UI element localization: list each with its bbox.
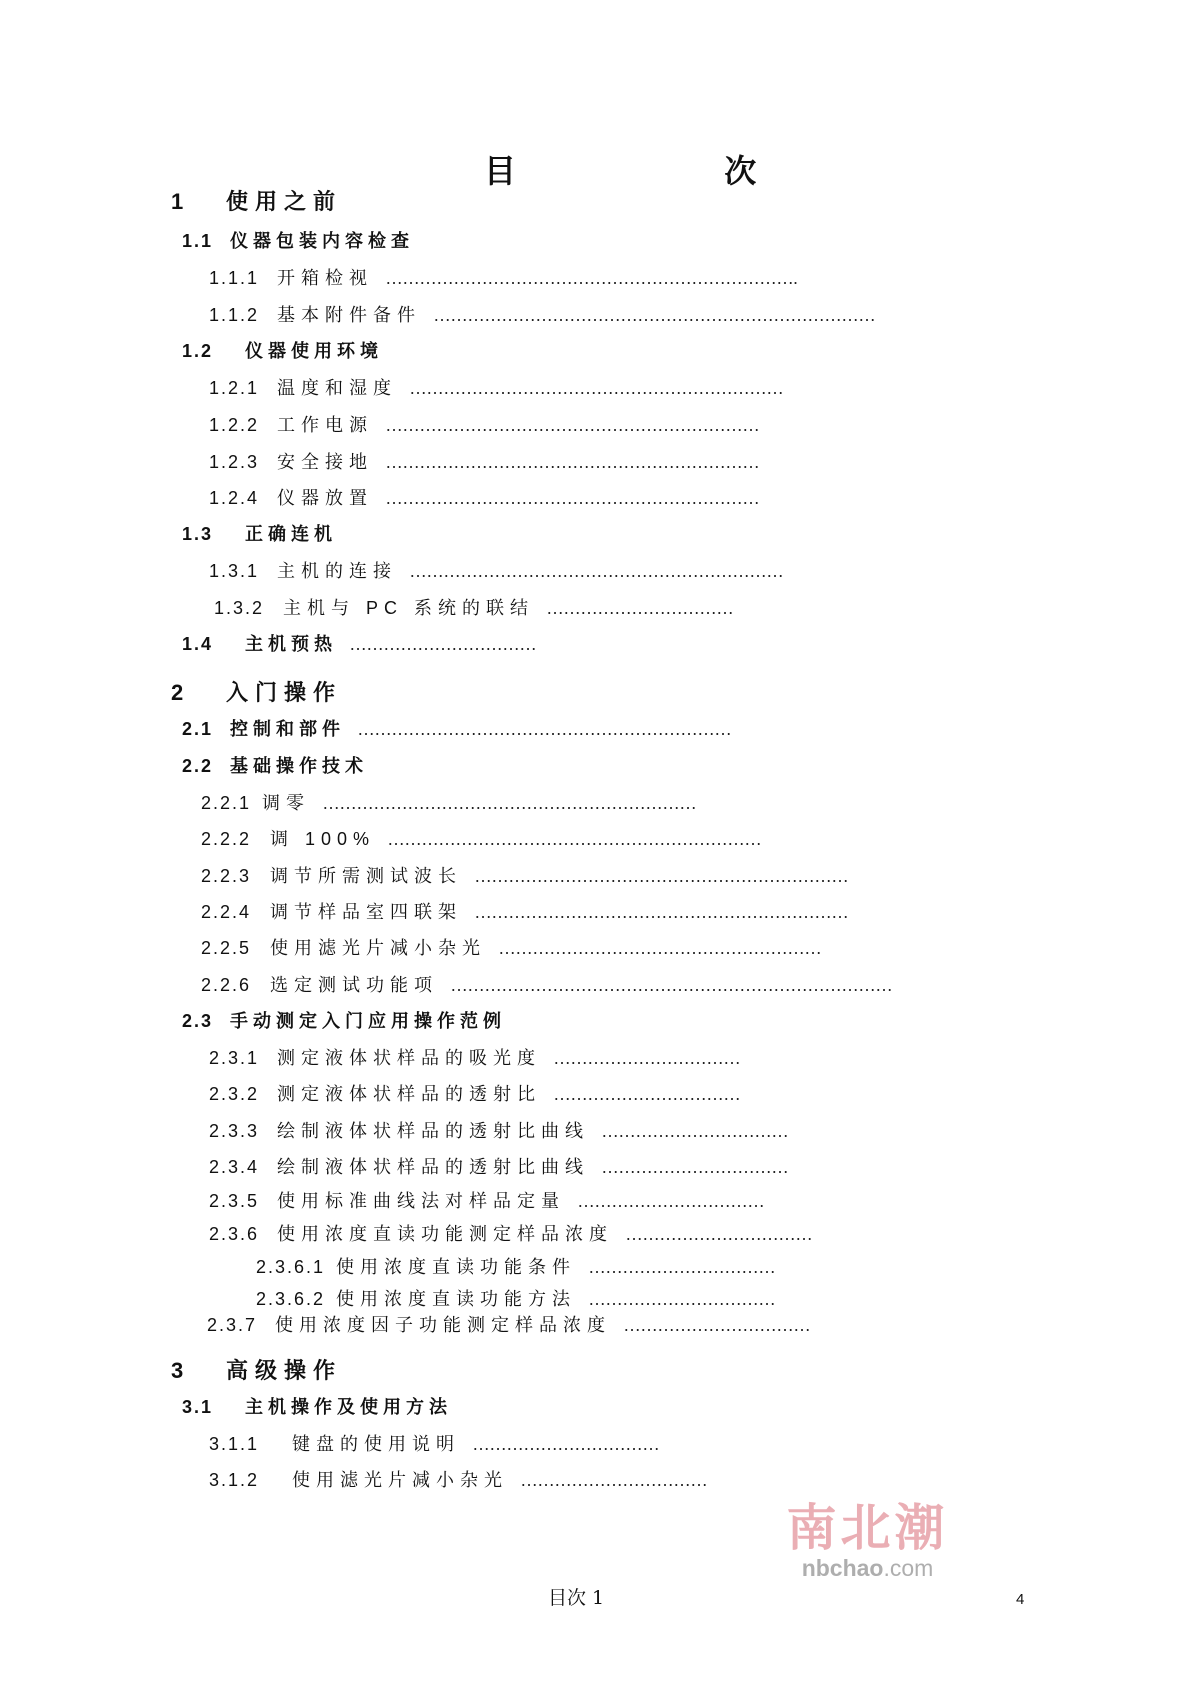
toc-entry[interactable]	[0, 1222, 812, 1246]
toc-entry-number: 2	[171, 680, 186, 705]
toc-dot-leader: …………………………………………………………	[474, 866, 848, 886]
toc-entry-number: 2.3.6.2	[256, 1289, 326, 1309]
toc-entry[interactable]	[0, 1255, 775, 1279]
toc-entry[interactable]	[0, 1395, 452, 1419]
toc-entry[interactable]	[0, 339, 383, 363]
toc-entry[interactable]	[0, 1082, 740, 1106]
watermark-en-rest: .com	[883, 1555, 934, 1581]
toc-entry-title: 高级操作	[226, 1358, 343, 1383]
toc-entry[interactable]	[0, 864, 848, 888]
toc-entry-number: 1.2.3	[209, 452, 260, 472]
toc-entry[interactable]	[0, 632, 536, 656]
toc-entry-title: 仪器使用环境	[245, 341, 383, 361]
toc-entry-title: 调零	[262, 793, 310, 813]
toc-dot-leader: ……………………………………………………………….	[385, 268, 798, 288]
toc-dot-leader: ……………………………	[546, 598, 734, 618]
toc-entry-title: 开箱检视	[277, 268, 373, 288]
toc-entry-number: 2.3.1	[209, 1048, 260, 1068]
toc-entry-number: 1.3.2	[214, 598, 265, 618]
toc-dot-leader: ……………………………	[601, 1157, 788, 1177]
toc-entry-number: 2.3.6	[209, 1224, 260, 1244]
toc-entry-title: 控制和部件	[230, 719, 345, 739]
toc-entry-title: 正确连机	[245, 524, 337, 544]
toc-entry-title: 基本附件备件	[277, 305, 421, 325]
toc-entry-number: 2.3.4	[209, 1157, 260, 1177]
toc-entry-title: 工作电源	[277, 415, 373, 435]
toc-entry-number: 2.2.3	[201, 866, 252, 886]
toc-entry-title: 使用标准曲线法对样品定量	[277, 1191, 565, 1211]
toc-entry-title: 仪器包装内容检查	[230, 231, 414, 251]
toc-entry-number: 1.3	[182, 524, 214, 544]
watermark-en	[780, 1556, 955, 1580]
toc-entry-title: 使用浓度直读功能方法	[336, 1289, 576, 1309]
toc-entry-number: 1.2	[182, 341, 214, 361]
toc-dot-leader: ……………………………	[472, 1434, 659, 1454]
toc-entry-title: 测定液体状样品的吸光度	[277, 1048, 541, 1068]
toc-entry[interactable]	[0, 229, 414, 253]
watermark-cn: 南北潮	[786, 1498, 949, 1557]
toc-entry[interactable]	[0, 1313, 810, 1337]
toc-entry-number: 2.3.2	[209, 1084, 260, 1104]
toc-entry-title: 温度和湿度	[277, 378, 397, 398]
toc-entry-number: 2.3.3	[209, 1121, 260, 1141]
toc-dot-leader: …………………………………………………………	[387, 829, 762, 849]
toc-entry-title: 安全接地	[277, 452, 373, 472]
toc-entry-number: 3.1.2	[209, 1470, 260, 1490]
toc-entry-title: 使用浓度直读功能条件	[336, 1257, 576, 1277]
toc-entry[interactable]	[0, 303, 875, 327]
toc-entry-number: 1.1.2	[209, 305, 260, 325]
toc-entry-number: 1.2.4	[209, 488, 260, 508]
toc-dot-leader: ……………………………	[623, 1315, 810, 1335]
toc-dot-leader: ……………………………	[349, 634, 536, 654]
toc-entry[interactable]	[0, 1046, 740, 1070]
toc-entry-title: 调节所需测试波长	[270, 866, 462, 886]
toc-dot-leader: …………………………………………………	[498, 938, 821, 958]
toc-entry[interactable]	[0, 1359, 342, 1383]
toc-entry[interactable]	[0, 450, 759, 474]
toc-entry[interactable]	[0, 413, 759, 437]
toc-entry-title: 主机操作及使用方法	[245, 1397, 452, 1417]
toc-entry-title: 使用滤光片减小杂光	[270, 938, 486, 958]
toc-entry-number: 2.2	[182, 756, 214, 776]
toc-dot-leader: ……………………………	[520, 1470, 707, 1490]
toc-entry-number: 2.2.5	[201, 938, 252, 958]
toc-entry[interactable]	[0, 559, 783, 583]
toc-entry[interactable]	[0, 1009, 506, 1033]
toc-entry-number: 1.2.2	[209, 415, 260, 435]
toc-entry-title: 使用之前	[226, 189, 343, 214]
toc-entry-number: 2.3.6.1	[256, 1257, 326, 1277]
toc-dot-leader: …………………………………………………………	[474, 902, 848, 922]
toc-entry-number: 2.2.4	[201, 902, 252, 922]
toc-dot-leader: ……………………………	[588, 1289, 775, 1309]
toc-entry[interactable]	[0, 1189, 764, 1213]
toc-entry-title: 键盘的使用说明	[292, 1434, 460, 1454]
toc-entry[interactable]	[0, 486, 759, 510]
toc-entry-title: 主机的连接	[277, 561, 397, 581]
toc-entry-number: 2.2.1	[201, 793, 252, 813]
toc-entry-number: 2.3	[182, 1011, 214, 1031]
toc-entry-number: 3	[171, 1358, 186, 1383]
toc-entry-title: 测定液体状样品的透射比	[277, 1084, 541, 1104]
toc-entry[interactable]	[0, 522, 337, 546]
toc-dot-leader: …………………………………………………………	[409, 561, 783, 581]
toc-entry[interactable]	[0, 754, 368, 778]
toc-entry-title: 基础操作技术	[230, 756, 368, 776]
toc-entry-number: 1.1	[182, 231, 214, 251]
toc-entry-title: 手动测定入门应用操作范例	[230, 1011, 506, 1031]
toc-entry-number: 2.3.7	[207, 1315, 258, 1335]
toc-entry-title: 入门操作	[226, 680, 343, 705]
toc-entry[interactable]	[0, 1155, 788, 1179]
toc-entry[interactable]	[0, 376, 783, 400]
toc-entry-number: 2.1	[182, 719, 214, 739]
toc-entry-title: 调 100%	[270, 829, 376, 849]
toc-entry-number: 3.1	[182, 1397, 214, 1417]
toc-entry-title: 绘制液体状样品的透射比曲线	[277, 1121, 589, 1141]
toc-entry-number: 3.1.1	[209, 1434, 260, 1454]
toc-entry[interactable]	[0, 1287, 775, 1311]
toc-entry[interactable]	[0, 1468, 707, 1492]
toc-entry[interactable]	[0, 596, 733, 620]
toc-entry[interactable]	[0, 1119, 788, 1143]
toc-entry[interactable]	[0, 973, 892, 997]
toc-dot-leader: ……………………………	[601, 1121, 788, 1141]
toc-entry-title: 仪器放置	[277, 488, 373, 508]
toc-dot-leader: ……………………………………………………………………	[433, 305, 875, 325]
toc-entry-number: 1.4	[182, 634, 214, 654]
toc-entry-title: 使用浓度直读功能测定样品浓度	[277, 1224, 613, 1244]
toc-entry-title: 使用浓度因子功能测定样品浓度	[275, 1315, 611, 1335]
toc-dot-leader: …………………………………………………………	[409, 378, 783, 398]
toc-entry-title: 使用滤光片减小杂光	[292, 1470, 508, 1490]
toc-entry-number: 2.2.6	[201, 975, 252, 995]
toc-dot-leader: ……………………………	[588, 1257, 775, 1277]
toc-dot-leader: …………………………………………………………	[385, 488, 759, 508]
toc-entry[interactable]	[0, 681, 342, 705]
toc-entry-title: 绘制液体状样品的透射比曲线	[277, 1157, 589, 1177]
toc-title: 目 次	[484, 152, 819, 190]
page-number: 4	[1016, 1591, 1025, 1608]
toc-dot-leader: ……………………………	[553, 1084, 740, 1104]
watermark-logo	[780, 1500, 955, 1580]
toc-entry[interactable]	[0, 1432, 659, 1456]
watermark-en-bold: nbchao	[801, 1555, 884, 1581]
toc-dot-leader: …………………………………………………………	[322, 793, 696, 813]
toc-dot-leader: ……………………………	[553, 1048, 740, 1068]
toc-entry[interactable]	[0, 791, 696, 815]
toc-dot-leader: ……………………………………………………………………	[450, 975, 892, 995]
toc-entry-title: 主机与 PC 系统的联结	[283, 598, 535, 618]
toc-entry-number: 1.1.1	[209, 268, 260, 288]
toc-entry[interactable]	[0, 827, 761, 851]
toc-dot-leader: …………………………………………………………	[357, 719, 731, 739]
page-footer: 目次 1	[548, 1587, 605, 1609]
toc-entry[interactable]	[0, 717, 731, 741]
toc-entry[interactable]	[0, 190, 342, 214]
toc-entry-number: 1	[171, 189, 186, 214]
toc-entry-number: 1.3.1	[209, 561, 260, 581]
toc-entry-number: 2.3.5	[209, 1191, 260, 1211]
toc-entry-title: 调节样品室四联架	[270, 902, 462, 922]
toc-dot-leader: ……………………………	[577, 1191, 764, 1211]
toc-entry-title: 选定测试功能项	[270, 975, 438, 995]
toc-dot-leader: ……………………………	[625, 1224, 812, 1244]
toc-entry-number: 1.2.1	[209, 378, 260, 398]
toc-entry-number: 2.2.2	[201, 829, 252, 849]
toc-entry[interactable]	[0, 266, 797, 290]
toc-dot-leader: …………………………………………………………	[385, 415, 759, 435]
toc-entry[interactable]	[0, 900, 848, 924]
toc-dot-leader: …………………………………………………………	[385, 452, 759, 472]
toc-entry[interactable]	[0, 936, 821, 960]
toc-entry-title: 主机预热	[245, 634, 337, 654]
